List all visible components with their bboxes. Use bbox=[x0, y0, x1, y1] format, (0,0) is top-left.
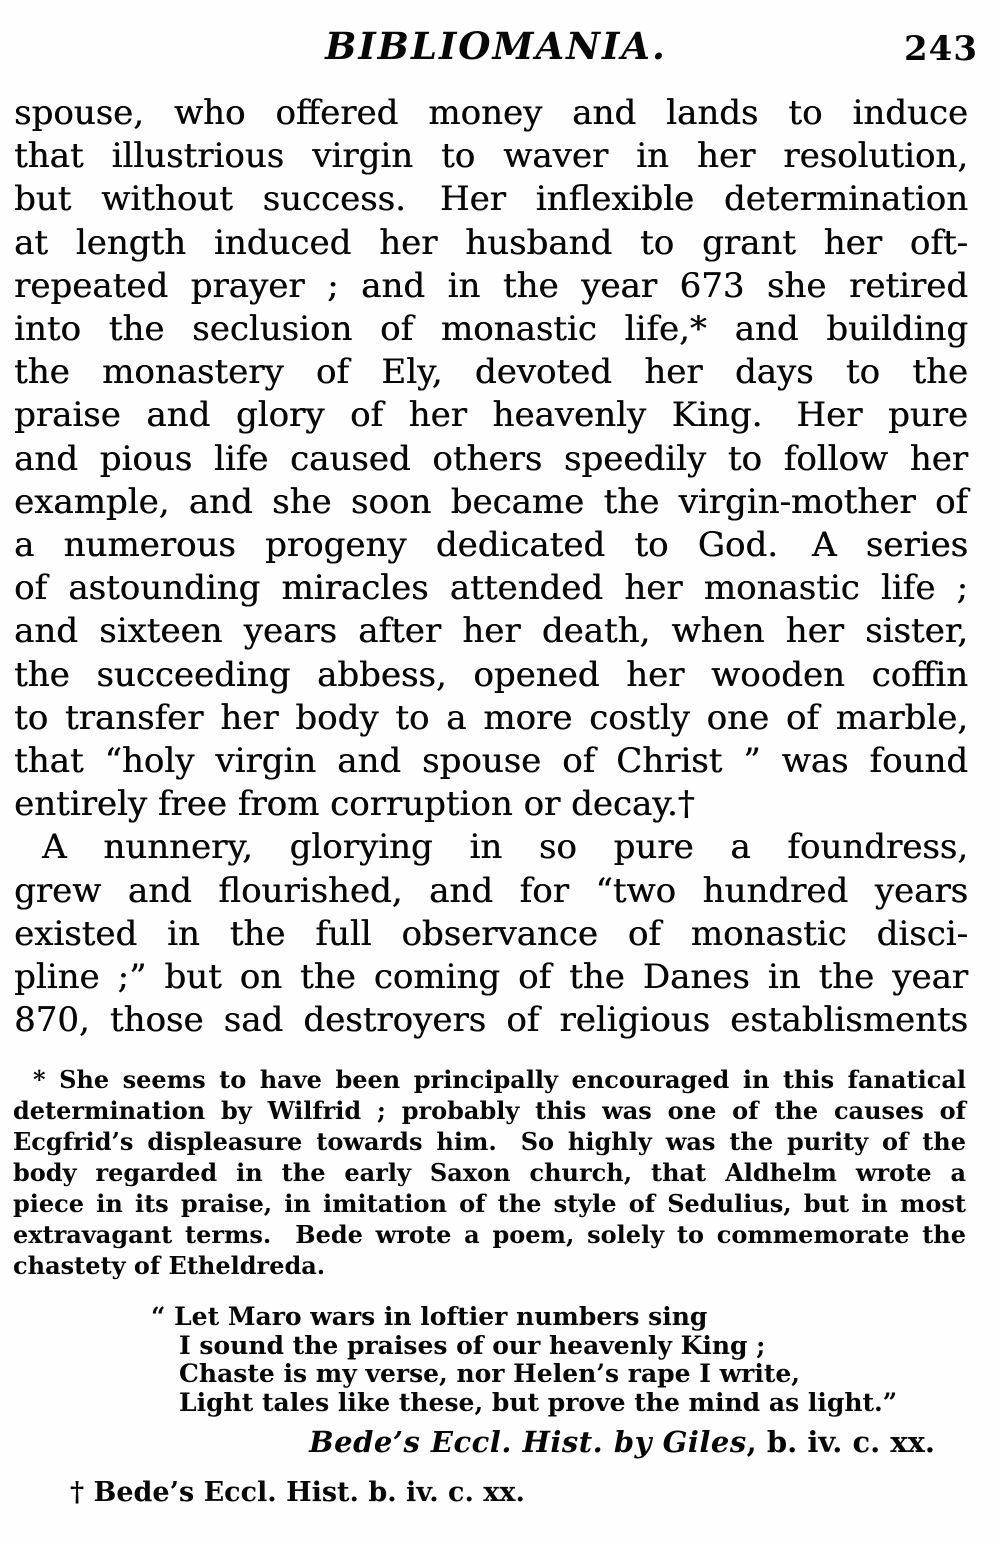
attribution-reference: , b. iv. c. xx. bbox=[746, 1425, 935, 1459]
text-line: example, and she soon became the virgin-mother of bbox=[14, 481, 968, 522]
text-line: a numerous progeny dedicated to God. A series bbox=[14, 525, 968, 566]
text-line: but without success. Her inflexible determination bbox=[14, 179, 968, 220]
verse-line: I sound the praises of our heavenly King ; bbox=[179, 1330, 766, 1360]
text-line: grew and flourished, and for “two hundred years bbox=[14, 870, 968, 911]
footnote-line: determination by Wilfrid ; probably this was one of the causes of bbox=[13, 1096, 966, 1125]
footnote-line: body regarded in the early Saxon church, that Aldhelm wrote a bbox=[13, 1158, 966, 1187]
verse-line: “ Let Maro wars in loftier numbers sing bbox=[151, 1302, 708, 1331]
text-line: repeated prayer ; and in the year 673 she retired bbox=[14, 265, 968, 306]
text-line: of astounding miracles attended her monastic life ; bbox=[14, 568, 968, 609]
footnote-line: chastety of Etheldreda. bbox=[13, 1251, 326, 1280]
text-line: pline ;” but on the coming of the Danes in the year bbox=[14, 957, 968, 998]
verse-quotation bbox=[151, 1302, 898, 1417]
text-line: and sixteen years after her death, when her sister, bbox=[14, 611, 968, 652]
text-line: A nunnery, glorying in so pure a foundress, bbox=[42, 827, 968, 868]
text-line: at length induced her husband to grant her oft- bbox=[14, 222, 968, 263]
body-text bbox=[14, 92, 968, 1042]
text-line: spouse, who offered money and lands to induce bbox=[14, 93, 968, 133]
text-line: 870, those sad destroyers of religious establisments bbox=[14, 1000, 968, 1041]
verse-line: Light tales like these, but prove the mind as light.” bbox=[179, 1387, 898, 1417]
paragraph-1 bbox=[14, 92, 968, 826]
text-line: that illustrious virgin to waver in her resolution, bbox=[14, 136, 968, 177]
text-line: and pious life caused others speedily to follow her bbox=[14, 438, 968, 479]
footnote-line: * She seems to have been principally encouraged in this fanatical bbox=[33, 1065, 966, 1094]
text-line: the monastery of Ely, devoted her days to the bbox=[14, 352, 968, 393]
text-line: to transfer her body to a more costly one of marble, bbox=[14, 697, 968, 738]
footnote-line: piece in its praise, in imitation of the style of Sedulius, but in most bbox=[13, 1189, 966, 1218]
text-line: praise and glory of her heavenly King. Her pure bbox=[14, 395, 968, 436]
text-line: the succeeding abbess, opened her wooden coffin bbox=[14, 654, 968, 695]
footnote-dagger: † Bede’s Eccl. Hist. b. iv. c. xx. bbox=[70, 1477, 525, 1508]
paragraph-2 bbox=[14, 826, 968, 1042]
text-line: into the seclusion of monastic life,* and building bbox=[14, 309, 968, 350]
footnote-star bbox=[13, 1064, 966, 1281]
page-header bbox=[14, 24, 978, 72]
footnote-line: extravagant terms. Bede wrote a poem, solely to commemorate the bbox=[13, 1220, 966, 1249]
text-line: entirely free from corruption or decay.† bbox=[14, 784, 695, 825]
attribution-source: Bede’s Eccl. Hist. by Giles bbox=[309, 1425, 747, 1459]
verse-line: Chaste is my verse, nor Helen’s rape I write, bbox=[179, 1359, 800, 1388]
verse-attribution bbox=[309, 1425, 935, 1459]
running-title: BIBLIOMANIA. bbox=[325, 24, 667, 68]
text-line: existed in the full observance of monastic disci- bbox=[14, 913, 968, 954]
page-number: 243 bbox=[904, 29, 978, 69]
footnote-line: Ecgfrid’s displeasure towards him. So highly was the purity of the bbox=[13, 1127, 966, 1156]
text-line: that “holy virgin and spouse of Christ ” was found bbox=[14, 741, 968, 782]
